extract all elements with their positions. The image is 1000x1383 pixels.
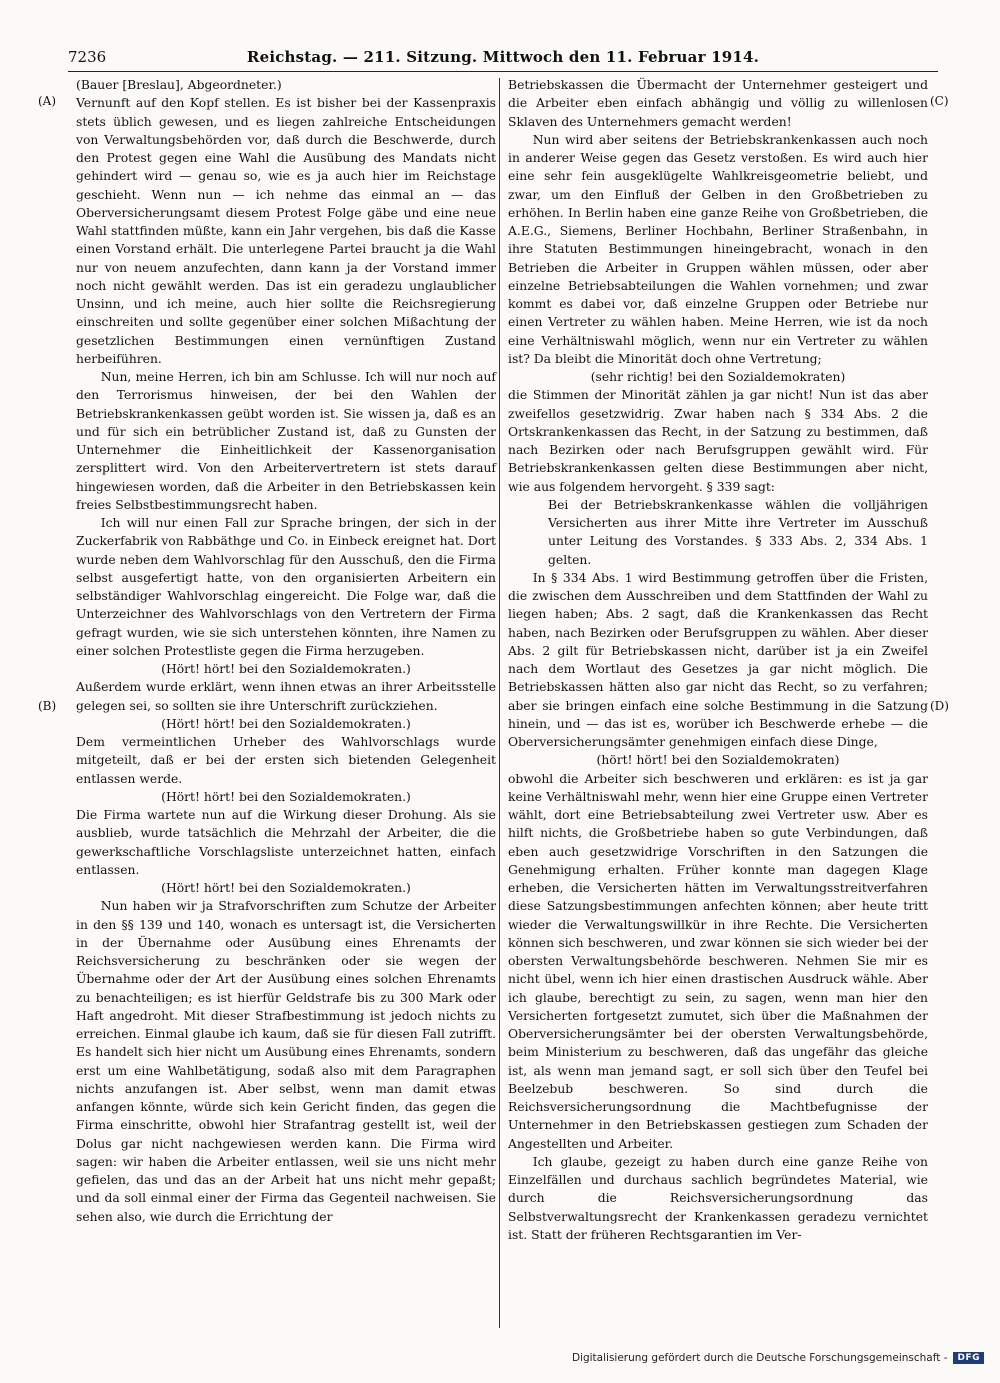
paragraph: Die Firma wartete nun auf die Wirkung dieser Drohung. Als sie ausblieb, wurde tatsächlich die Mehrzahl der Arbeiter, die die gewerkschaftliche Vorschlagsliste unterzeichnet hatten, einfach entlassen. (76, 808, 496, 877)
column-divider (499, 78, 500, 1328)
paragraph: obwohl die Arbeiter sich beschweren und erklären: es ist ja gar keine Verhältniswahl mehr, wenn hier eine Gruppe einen Vertreter wählt, dort eine Betriebsabteilung zwei Vertreter usw. Aber es hilft nichts, die Großbetriebe haben so gute Verbindungen, daß eben auch gesetzwidrige Vorschriften in den Satzungen die Genehmigung erhalten. Früher konnte man dagegen Klage erheben, die Versicherten hätten im Verwaltungsstreitverfahren diese Satzungsbestimmungen anfechten können; aber heute tritt wieder die Verwaltungswillkür in ihre Rechte. Die Versicherten können sich beschweren, und zwar können sie sich wieder bei der obersten Verwaltungsbehörde beschweren. Nehmen Sie mir es nicht übel, wenn ich hier einen drastischen Ausdruck wähle. Aber ich glaube, berechtigt zu sein, zu sagen, wenn man hier den Versicherten fortgesetzt zumutet, sich über die Maßnahmen der Oberversicherungsämter bei der obersten Verwaltungsbehörde, beim Ministerium zu beschweren, daß das ungefähr das gleiche ist, als wenn man jemand sagt, er soll sich über den Teufel bei Beelzebub beschweren. So sind durch die Reichsversicherungsordnung die Machtbefugnisse der Unternehmer in den Betriebskassen gestiegen zum Schaden der Angestellten und Arbeiter. (508, 771, 928, 1151)
page-header (68, 48, 938, 72)
margin-mark-a: (A) (38, 94, 57, 108)
margin-mark-b: (B) (38, 699, 57, 713)
interjection: (sehr richtig! bei den Sozialdemokraten) (590, 370, 846, 384)
paragraph: In § 334 Abs. 1 wird Bestimmung getroffen über die Fristen, die zwischen dem Ausschreiben und dem Stattfinden der Wahl zu liegen haben; Abs. 2 sagt, daß die Krankenkassen das Recht haben, nach Bezirken oder Berufsgruppen zu wählen. Aber dieser Abs. 2 gilt für Betriebskassen nicht, darüber ist ja ein Zweifel nach dem Wortlaut des Gesetzes ja gar nicht möglich. Die Betriebskassen hätten also gar nicht das Recht, so zu verfahren; aber sie bringen einfach eine solche Bestimmung in die Satzung hinein, und — das ist es, worüber ich Beschwerde erhebe — die Oberversicherungsämter genehmigen einfach diese Dinge, (508, 570, 928, 749)
header-rule (68, 71, 938, 72)
right-column-body (508, 76, 928, 1244)
left-column-body (76, 94, 496, 1226)
paragraph: Nun, meine Herren, ich bin am Schlusse. Ich will nur noch auf den Terrorismus hinweisen, der bei den Wahlen der Betriebskrankenkassen geübt worden ist. Sie wissen ja, daß es an und für sich ein betrüblicher Zustand ist, daß zu Gunsten der Unternehmer die Einheitlichkeit der Kassenorganisation zersplittert wird. Von den Arbeitervertretern ist stets darauf hingewiesen worden, daß die Arbeiter in den Betriebskassen kein freies Selbstbestimmungsrecht haben. (76, 370, 496, 512)
interjection: (Hört! hört! bei den Sozialdemokraten.) (161, 662, 411, 676)
paragraph: Dem vermeintlichen Urheber des Wahlvorschlags wurde mitgeteilt, daß er bei der ersten sich bietenden Gelegenheit entlassen werde. (76, 735, 496, 786)
paragraph: die Stimmen der Minorität zählen ja gar nicht! Nun ist das aber zweifellos gesetzwidrig. Zwar haben nach § 334 Abs. 2 die Ortskrankenkassen das Recht, in der Satzung zu bestimmen, daß nach Bezirken oder nach Berufsgruppen gewählt wird. Für Betriebskrankenkassen gelten diese Bestimmungen aber nicht, wie aus folgendem hervorgeht. § 339 sagt: (508, 388, 928, 494)
margin-mark-c: (C) (930, 94, 949, 108)
speaker-label: (Bauer [Breslau], Abgeordneter.) (76, 78, 282, 92)
footer (572, 1352, 984, 1364)
left-column (76, 76, 496, 1226)
interjection: (hört! hört! bei den Sozialdemokraten) (596, 753, 840, 768)
paragraph: Ich will nur einen Fall zur Sprache bringen, der sich in der Zuckerfabrik von Rabbäthge und Co. in Einbeck ereignet hat. Dort wurde neben dem Wahlvorschlag für den Ausschuß, den die Firma selbst ausgefertigt hatte, von den organisierten Arbeitern ein selbständiger Wahlvorschlag eingereicht. Die Folge war, daß die Unterzeichner des Wahlvorschlags von den Vertretern der Firma gefragt wurden, wie sie sich unterstehen könnten, ihre Namen zu einer solchen Protestliste gegen die Firma herzugeben. (76, 516, 496, 658)
page-title: Reichstag. — 211. Sitzung. Mittwoch den 11. Februar 1914. (246, 48, 760, 66)
paragraph: Nun wird aber seitens der Betriebskrankenkassen auch noch in anderer Weise gegen das Gesetz verstoßen. Es wird auch hier eine sehr fein ausgeklügelte Wahlkreisgeometrie beliebt, und zwar, um den Einfluß der Gelben in den Großbetrieben zu erhöhen. In Berlin haben eine ganze Reihe von Großbetrieben, die A.E.G., Siemens, Berliner Hochbahn, Berliner Straßenbahn, in ihre Statuten Bestimmungen hineingebracht, wonach in den Betrieben die Arbeiter in Gruppen wählen müssen, oder aber einzelne Betriebsabteilungen die Wahlen vornehmen; und zwar kommt es dabei vor, daß einzelne Gruppen oder Betriebe nur einen Vertreter zu wählen haben. Meine Herren, wie ist da noch eine Verhältniswahl möglich, wenn nur ein Vertreter zu wählen ist? Da bleibt die Minorität doch ohne Vertretung; (508, 132, 928, 366)
footer-text: Digitalisierung gefördert durch die Deutsche Forschungsgemeinschaft - (571, 1352, 948, 1364)
right-column (508, 76, 928, 1244)
interjection: (Hört! hört! bei den Sozialdemokraten.) (161, 789, 411, 804)
interjection: (Hört! hört! bei den Sozialdemokraten.) (161, 716, 411, 731)
dfg-logo: DFG (953, 1352, 984, 1364)
paragraph: Nun haben wir ja Strafvorschriften zum Schutze der Arbeiter in den §§ 139 und 140, wonach es untersagt ist, die Versicherten in der Übernahme oder Ausübung eines Ehrenamts der Reichsversicherung zu beschränken oder sie wegen der Übernahme oder der Art der Ausübung eines solchen Ehrenamts zu benachteiligen; es ist hierfür Geldstrafe bis zu 300 Mark oder Haft angedroht. Mit dieser Strafbestimmung ist jedoch nichts zu erreichen. Einmal glaube ich kaum, daß sie für diesen Fall zutrifft. Es handelt sich hier nicht um Ausübung eines Ehrenamts, sondern erst um eine Wahlbetätigung, sodaß also mit dem Paragraphen nichts anzufangen ist. Aber selbst, wenn man damit etwas anfangen könnte, würde sich kein Gericht finden, das gegen die Firma einschritte, obwohl hier Strafantrag gestellt ist, weil der Dolus gar nicht nachgewiesen werden kann. Die Firma wird sagen: wir haben die Arbeiter entlassen, weil sie uns nicht mehr gefielen, das und das an der Arbeit hat uns nicht mehr gepaßt; und da soll einmal einer der Firma das Gegenteil nachweisen. Sie sehen also, wie durch die Errichtung der (76, 899, 496, 1224)
quote-paragraph: Bei der Betriebskrankenkasse wählen die volljährigen Versicherten aus ihrer Mitte ihre Vertreter im Ausschuß unter Leitung des Vorstandes. § 333 Abs. 2, 334 Abs. 1 gelten. (548, 497, 928, 567)
page-number: 7236 (68, 48, 107, 66)
margin-mark-d: (D) (930, 699, 949, 713)
paragraph: Betriebskassen die Übermacht der Unternehmer gesteigert und die Arbeiter eben einfach abhängig und völlig zu willenlosen Sklaven des Unternehmers gemacht werden! (508, 78, 928, 129)
paragraph: Vernunft auf den Kopf stellen. Es ist bisher bei der Kassenpraxis stets üblich gewesen, und es liegen zahlreiche Entscheidungen von Verwaltungsbehörden vor, daß durch die Beschwerde, durch den Protest gegen eine Wahl die Ausübung des Mandats nicht gehindert wird — genau so, wie es ja auch hier im Reichstage geschieht. Wenn nun — ich nehme das einmal an — das Oberversicherungsamt diesem Protest Folge gäbe und eine neue Wahl stattfinden müßte, kann ein Jahr vergehen, bis daß die Kasse einen Vorstand erhält. Die unterlegene Partei braucht ja die Wahl nur von neuem anzufechten, dann kann ja der Vorstand immer noch nicht gewählt werden. Das ist ein geradezu unglaublicher Unsinn, und ich meine, auch hier sollte die Reichsregierung einschreiten und sollte gegenüber einer solchen Mißachtung der gesetzlichen Bestimmungen einen vernünftigen Zustand herbeiführen. (76, 96, 496, 366)
paragraph: Ich glaube, gezeigt zu haben durch eine ganze Reihe von Einzelfällen und durchaus sachlich begründetes Material, wie durch die Reichsversicherungsordnung das Selbstverwaltungsrecht der Krankenkassen geradezu vernichtet ist. Statt der früheren Rechtsgarantien im Ver- (508, 1154, 928, 1242)
paragraph: Außerdem wurde erklärt, wenn ihnen etwas an ihrer Arbeitsstelle gelegen sei, so sollten sie ihre Unterschrift zurückziehen. (76, 680, 496, 713)
interjection: (Hört! hört! bei den Sozialdemokraten.) (161, 881, 411, 895)
